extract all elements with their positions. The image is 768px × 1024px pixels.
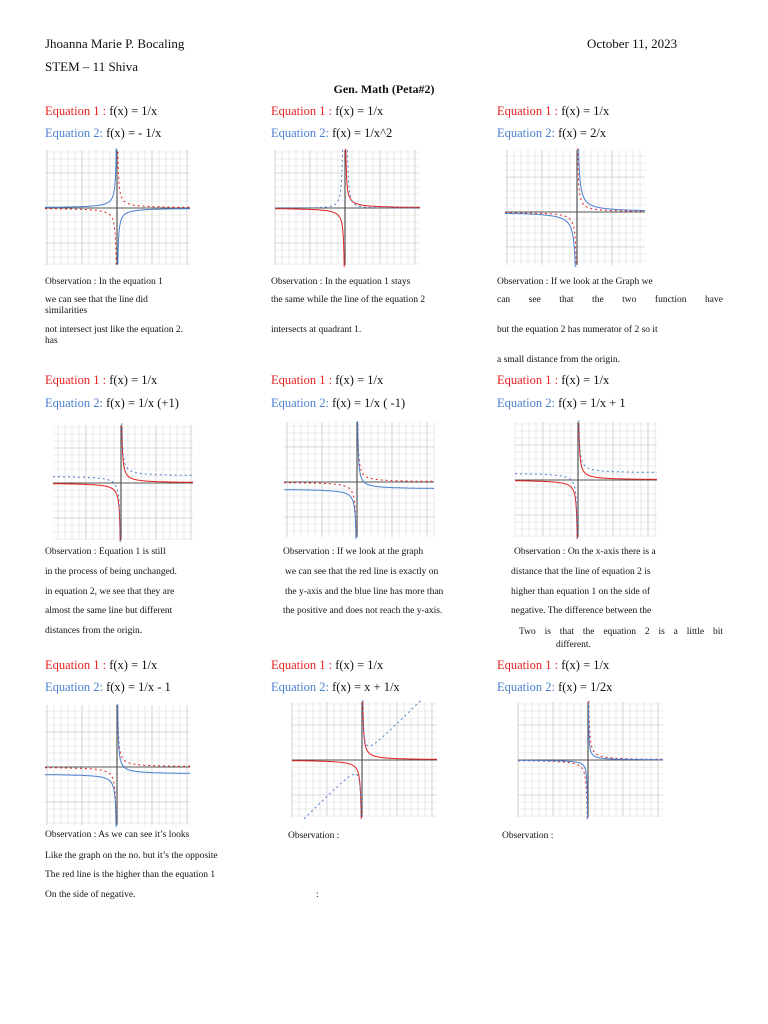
panel-6-observation-line-4: negative. The difference between the [511, 606, 652, 616]
panel-3-equation-1: Equation 1 : f(x) = 1/x [497, 104, 610, 118]
equation-2-curve-branch-2 [358, 421, 434, 488]
panel-7-observation-line-1: Observation : As we can see it’s looks [45, 830, 190, 840]
panel-7-observation-line-4: On the side of negative. [45, 890, 136, 900]
equation-1-curve [505, 148, 645, 267]
panel-6-equation-2: Equation 2: f(x) = 1/x + 1 [497, 396, 626, 410]
panel-3-observation-line-2: can see that the two function have [497, 295, 723, 305]
equation-1-curve-branch-1 [284, 483, 356, 539]
equation-1-curve-branch-1 [275, 209, 344, 267]
equation-1-curve-branch-2 [118, 707, 190, 767]
panel-4-observation-line-4: almost the same line but different [45, 606, 173, 616]
equation-2-curve [505, 149, 645, 267]
equation-2-curve-branch-2 [122, 423, 193, 475]
panel-1-observation-line-1: Observation : In the equation 1 [45, 277, 163, 287]
panel-1-graph [45, 150, 190, 265]
panel-8-equation-1: Equation 1 : f(x) = 1/x [271, 658, 384, 672]
equation-2-curve-branch-2 [118, 209, 190, 264]
equation-2-curve [275, 148, 420, 208]
equation-1-curve-branch-1 [515, 481, 577, 539]
panel-1-observation-line-2: we can see that the line did [45, 295, 148, 305]
panel-4-observation-line-3: in equation 2, we see that they are [45, 587, 175, 597]
panel-3-observation-line-4: a small distance from the origin. [497, 355, 620, 365]
panel-4-observation-line-5: distances from the origin. [45, 626, 143, 636]
document-date: October 11, 2023 [587, 36, 678, 51]
panel-5-equation-1: Equation 1 : f(x) = 1/x [271, 373, 384, 387]
panel-2-equation-2: Equation 2: f(x) = 1/x^2 [271, 126, 393, 140]
equation-1-curve-branch-2 [358, 424, 434, 481]
equation-1-curve-branch-2 [363, 701, 437, 760]
grid [505, 150, 645, 265]
panel-4-equation-1: Equation 1 : f(x) = 1/x [45, 373, 158, 387]
panel-2-graph [275, 150, 420, 265]
panel-5-graph [284, 422, 434, 537]
panel-6-graph [515, 422, 657, 537]
panel-1-observation-line-3: similarities [45, 306, 88, 316]
equation-1-curve-branch-1 [518, 761, 587, 819]
panel-2-observation-line-3: intersects at quadrant 1. [271, 325, 362, 335]
equation-1-curve-branch-1 [292, 761, 361, 819]
panel-5-equation-2: Equation 2: f(x) = 1/x ( -1) [271, 396, 406, 410]
equation-2-curve-branch-1 [284, 490, 356, 539]
panel-7-observation-line-2: Like the graph on the no. but it’s the opposite [45, 851, 218, 861]
panel-7-graph [45, 705, 190, 825]
panel-7-observation-line-3: The red line is the higher than the equation 1 [45, 870, 216, 880]
equation-2-curve-branch-1 [275, 148, 343, 208]
stray-colon-mark: : [316, 890, 319, 900]
panel-5-observation-line-4: the positive and does not reach the y-axis. [283, 606, 443, 616]
panel-3-equation-2: Equation 2: f(x) = 2/x [497, 126, 607, 140]
panel-9-observation-line-1: Observation : [502, 831, 554, 841]
panel-8-graph [292, 702, 437, 817]
equation-1-curve-branch-2 [346, 149, 420, 208]
panel-5-observation-line-2: we can see that the red line is exactly on [285, 567, 439, 577]
panel-9-equation-1: Equation 1 : f(x) = 1/x [497, 658, 610, 672]
panel-6-observation-line-5: Two is that the equation 2 is a little bit [519, 627, 723, 637]
panel-9-equation-2: Equation 2: f(x) = 1/2x [497, 680, 613, 694]
equation-2-curve-branch-2 [579, 420, 657, 472]
equation-2-curve-branch-2 [118, 704, 190, 774]
section-label: STEM – 11 Shiva [45, 59, 139, 74]
page-title: Gen. Math (Peta#2) [333, 82, 435, 96]
equation-1-curve-branch-2 [122, 426, 193, 482]
equation-1-curve-branch-1 [45, 209, 116, 267]
panel-1-observation-line-5: has [45, 336, 58, 346]
equation-1-curve-branch-2 [118, 152, 190, 207]
grid [284, 422, 434, 537]
panel-1-equation-1: Equation 1 : f(x) = 1/x [45, 104, 158, 118]
equation-1-curve-branch-2 [589, 701, 663, 760]
equation-2-curve-branch-1 [45, 148, 116, 207]
panel-5-observation-line-1: Observation : If we look at the graph [283, 547, 424, 557]
panel-4-observation-line-1: Observation : Equation 1 is still [45, 547, 166, 557]
author-name: Jhoanna Marie P. Bocaling [45, 36, 185, 51]
panel-6-observation-line-1: Observation : On the x-axis there is a [514, 547, 656, 557]
panel-8-equation-2: Equation 2: f(x) = x + 1/x [271, 680, 400, 694]
panel-6-observation-line-2: distance that the line of equation 2 is [511, 567, 651, 577]
panel-2-observation-line-1: Observation : In the equation 1 stays [271, 277, 411, 287]
panel-8-observation-line-1: Observation : [288, 831, 340, 841]
panel-3-graph [505, 150, 645, 265]
panel-6-observation-line-6: different. [556, 640, 591, 650]
panel-6-observation-line-3: higher than equation 1 on the side of [511, 587, 651, 597]
equation-1-curve-branch-1 [53, 484, 120, 542]
equation-1-curve-branch-1 [45, 768, 116, 827]
panel-1-observation-line-4: not intersect just like the equation 2. [45, 325, 183, 335]
panel-3-observation-line-1: Observation : If we look at the Graph we [497, 277, 653, 287]
panel-4-observation-line-2: in the process of being unchanged. [45, 567, 177, 577]
panel-6-equation-1: Equation 1 : f(x) = 1/x [497, 373, 610, 387]
equation-2-curve-branch-2 [588, 703, 663, 759]
equation-2-curve [284, 421, 434, 539]
panel-2-equation-1: Equation 1 : f(x) = 1/x [271, 104, 384, 118]
panel-4-equation-2: Equation 2: f(x) = 1/x (+1) [45, 396, 179, 410]
panel-2-observation-line-2: the same while the line of the equation 2 [271, 295, 426, 305]
panel-5-observation-line-3: the y-axis and the blue line has more than [285, 587, 444, 597]
panel-7-equation-2: Equation 2: f(x) = 1/x - 1 [45, 680, 171, 694]
panel-9-graph [518, 702, 663, 817]
panel-4-graph [53, 425, 193, 540]
panel-1-equation-2: Equation 2: f(x) = - 1/x [45, 126, 162, 140]
equation-1-curve-branch-2 [578, 148, 645, 211]
panel-7-equation-1: Equation 1 : f(x) = 1/x [45, 658, 158, 672]
equation-2-curve-branch-1 [45, 775, 116, 827]
equation-1-curve-branch-2 [579, 423, 657, 479]
panel-3-observation-line-3: but the equation 2 has numerator of 2 so it [497, 325, 658, 335]
